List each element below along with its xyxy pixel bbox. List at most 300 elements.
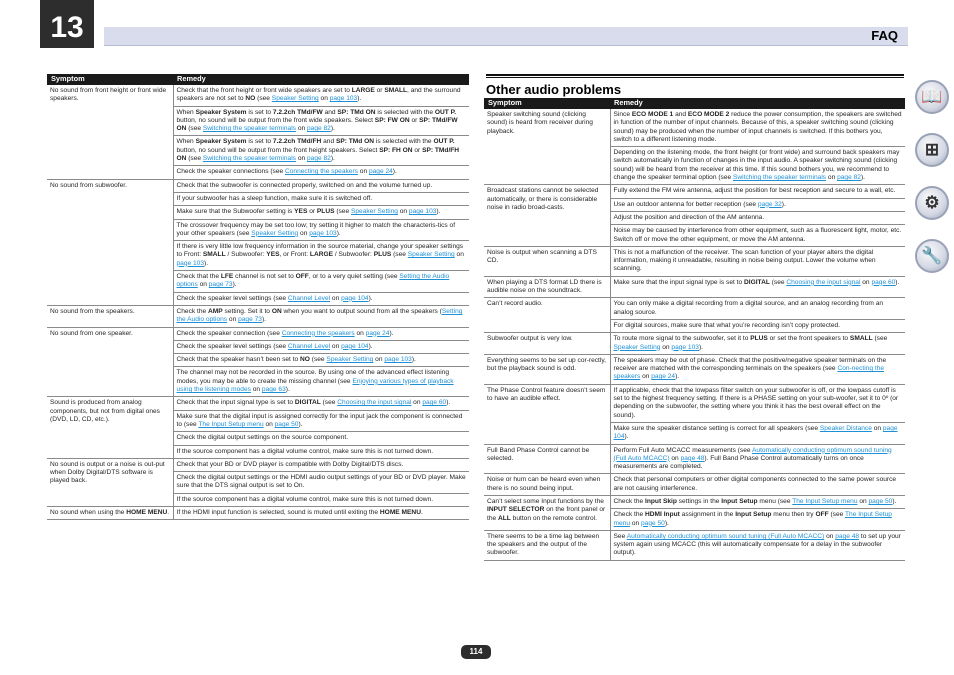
bold-term: LARGE xyxy=(309,251,333,259)
text-run: on xyxy=(318,95,330,103)
text-run: or xyxy=(412,146,423,154)
text-run: (see xyxy=(769,278,787,286)
header-bar xyxy=(104,27,908,46)
remedy-cell xyxy=(610,319,905,332)
remedy-cell xyxy=(610,225,905,247)
text-run: to set up your system again using MCACC (this will automatically compensate for a delay in the subwoofer output). xyxy=(613,532,901,557)
page-link[interactable]: page 103 xyxy=(309,229,337,237)
bold-term: YES xyxy=(266,251,280,259)
remedy-cell xyxy=(173,206,469,219)
left-faq-table xyxy=(47,74,469,520)
page-link[interactable]: Enjoying various types of playback using the listening modes xyxy=(176,377,454,394)
section-title-faq: FAQ xyxy=(871,28,898,43)
bold-term: Input Skip xyxy=(645,497,677,505)
remedy-cell xyxy=(173,458,469,471)
text-run: ). xyxy=(892,497,897,505)
page-link[interactable]: Choosing the input signal xyxy=(337,399,412,407)
remedy-cell xyxy=(173,410,469,432)
page-link[interactable]: The Input Setup menu xyxy=(198,420,264,428)
text-run: on xyxy=(250,386,262,394)
bold-term: 7.2.2ch TMd/FW xyxy=(272,108,323,116)
bold-term: INPUT SELECTOR xyxy=(487,506,545,514)
text-run: Check the speaker connection (see xyxy=(176,329,282,337)
page-link[interactable]: page 82 xyxy=(306,125,331,133)
page-link[interactable]: page 73 xyxy=(238,316,262,324)
remedy-header: Remedy xyxy=(173,74,469,85)
symptom-cell: Everything seems to be set up cor-rectly, but the playback sound is odd. xyxy=(484,354,610,384)
text-run: Check that your BD or DVD player is compatible with Dolby Digital/DTS discs. xyxy=(176,460,404,468)
text-run: ). xyxy=(232,281,237,289)
text-run: ). xyxy=(624,433,629,441)
bold-term: SMALL xyxy=(384,87,408,94)
bold-term: 7.2.2ch TMd/FH xyxy=(272,138,322,146)
text-run: Check the digital output settings on the source component. xyxy=(176,434,349,442)
bold-term: LFE xyxy=(220,273,234,281)
page-link[interactable]: page 24 xyxy=(365,329,390,337)
text-run: Check that the xyxy=(176,273,221,281)
text-run: See xyxy=(613,532,627,540)
page-link[interactable]: page 32 xyxy=(757,200,782,208)
text-run: Check the speaker level settings (see xyxy=(176,342,288,350)
text-run: setting. Set it to xyxy=(222,307,272,315)
text-run: is selected with the xyxy=(375,108,435,116)
page-link[interactable]: Automatically conducting optimum sound tuning (Full Auto MCACC) xyxy=(626,532,825,540)
text-run: ). xyxy=(895,278,900,286)
bold-term: ECO MODE 1 xyxy=(631,111,674,118)
text-run: is set to xyxy=(246,138,273,146)
bold-term: DIGITAL xyxy=(743,278,770,286)
text-run: Check that the front height or front wide speakers are set to xyxy=(176,87,352,94)
text-run: on xyxy=(660,343,672,351)
page-link[interactable]: page 104 xyxy=(613,424,898,441)
text-run: Check the speaker connections (see xyxy=(176,168,285,176)
bold-term: SP: FW ON xyxy=(374,116,410,124)
symptom-cell: No sound from subwoofer. xyxy=(47,179,173,305)
text-run: Since xyxy=(613,111,632,118)
text-run: button, no sound will be output from the front wide speakers. Select xyxy=(176,116,375,124)
bold-term: LARGE xyxy=(351,87,375,94)
text-run: , or to a very quiet setting (see xyxy=(308,273,400,281)
page-link[interactable]: Choosing the input signal xyxy=(786,278,861,286)
text-run: or xyxy=(409,116,420,124)
remedy-cell xyxy=(610,384,905,422)
text-run: Adjust the position and direction of the AM antenna. xyxy=(613,213,765,221)
table-row xyxy=(484,298,905,320)
symptom-cell: Full Band Phase Control cannot be selected. xyxy=(484,444,610,474)
remedy-cell xyxy=(610,198,905,211)
remedy-cell xyxy=(610,109,905,147)
bold-term: OFF xyxy=(295,273,309,281)
text-run: (see xyxy=(255,95,272,103)
remedy-cell xyxy=(173,241,469,271)
text-run: (see xyxy=(828,511,845,519)
bold-term: Speaker System xyxy=(195,108,247,116)
text-run: Depending on the listening mode, the front height (or front wide) and surround back speakers may switch automatically in function of changes in the input audio. A speaker switching sound (clicking sound) will be heard from the receiver at this time. If this sound bothers you, we recommend to change the speaker terminal option (see xyxy=(613,149,900,182)
text-run: ). xyxy=(285,386,290,394)
text-run: ). xyxy=(446,399,451,407)
page-link[interactable]: page 50 xyxy=(274,420,299,428)
text-run: / Subwoofer: xyxy=(225,251,267,259)
text-run: and xyxy=(321,138,336,146)
text-run: No sound when using the xyxy=(50,508,127,516)
text-run: (see xyxy=(186,125,203,133)
bold-term: Speaker System xyxy=(195,138,247,146)
symptom-header: Symptom xyxy=(484,98,610,109)
text-run: To route more signal to the subwoofer, set it to xyxy=(613,335,751,343)
text-run: / Subwoofer: xyxy=(333,251,374,259)
text-run: When xyxy=(176,108,196,116)
text-run: and xyxy=(322,108,338,116)
page-link[interactable]: Speaker Setting xyxy=(271,95,319,103)
text-run: on xyxy=(330,342,342,350)
text-run: on xyxy=(263,420,275,428)
text-run: (see xyxy=(334,208,351,216)
remedy-cell xyxy=(173,305,469,327)
page-link[interactable]: page 103 xyxy=(176,259,205,267)
bold-term: AMP xyxy=(208,307,223,315)
right-faq-table xyxy=(484,98,905,561)
page-link[interactable]: Automatically conducting optimum sound tuning (Full Auto MCACC) xyxy=(613,446,892,462)
page-link[interactable]: Setting the Audio options xyxy=(176,273,450,289)
page-link[interactable]: Channel Level xyxy=(287,342,331,350)
text-run: Check that the input signal type is set to xyxy=(176,399,295,407)
text-run: The channel may not be recorded in the source. By using one of the advanced effect listening modes, you may be able to create the missing channel (see xyxy=(176,369,450,385)
text-run: on xyxy=(640,373,652,381)
page-link[interactable]: page 82 xyxy=(306,155,331,163)
table-row xyxy=(484,276,905,298)
table-row xyxy=(47,327,469,340)
page-link[interactable]: page 60 xyxy=(871,278,896,286)
text-run: If the HDMI input function is selected, sound is muted until exiting the xyxy=(176,508,380,516)
text-run: When xyxy=(176,138,196,146)
text-run: on xyxy=(454,251,464,259)
page-link[interactable]: Speaker Distance xyxy=(819,424,872,432)
page-link[interactable]: page 48 xyxy=(680,454,705,462)
text-run: Make sure the speaker distance setting is correct for all speakers (see xyxy=(613,424,820,432)
page-link[interactable]: Speaker Setting xyxy=(326,356,374,364)
text-run: ). xyxy=(336,229,341,237)
table-row xyxy=(47,85,469,106)
text-run: on xyxy=(411,399,423,407)
remedy-cell xyxy=(610,495,905,508)
text-run: Fully extend the FM wire antenna, adjust the position for best reception and secure to a wall, etc. xyxy=(613,187,896,195)
text-run: ). xyxy=(368,294,373,302)
symptom-cell: Noise is output when scanning a DTS CD. xyxy=(484,246,610,276)
text-run: ). xyxy=(298,420,303,428)
text-run: If the source component has a digital volume control, make sure this is not turned down. xyxy=(176,495,434,503)
text-run: , and the surround speakers are not set to xyxy=(176,87,461,103)
page-link[interactable]: Connecting the speakers xyxy=(285,168,358,176)
page-number: 114 xyxy=(461,645,491,659)
text-run: ). xyxy=(330,155,335,163)
remedy-cell xyxy=(173,472,469,494)
text-run: ). xyxy=(389,329,394,337)
table-row xyxy=(484,185,905,198)
symptom-cell: When playing a DTS format LD there is audible noise on the soundtrack. xyxy=(484,276,610,298)
text-run: when you want to output sound from all the speakers ( xyxy=(281,307,442,315)
text-run: The speakers may be out of phase. Check that the positive/negative speaker terminals on the receiver are matched with the corresponding terminals on the speakers (see xyxy=(613,356,887,373)
text-run: Use an outdoor antenna for better reception (see xyxy=(613,200,758,208)
text-run: settings in the xyxy=(676,497,722,505)
text-run: Make sure that the digital input is assigned correctly for the input jack the component is connected to (see xyxy=(176,412,463,428)
text-run: on xyxy=(826,174,838,182)
bold-term: NO xyxy=(300,356,310,364)
text-run: ). xyxy=(204,259,209,267)
page-link[interactable]: The Input Setup menu xyxy=(613,511,892,527)
text-run: Check the xyxy=(613,497,646,505)
bold-term: DIGITAL xyxy=(294,399,321,407)
text-run: ). xyxy=(357,95,362,103)
table-row xyxy=(484,384,905,422)
remedy-cell xyxy=(610,333,905,355)
page-link[interactable]: Switching the speaker terminals xyxy=(202,125,296,133)
table-row xyxy=(47,458,469,471)
text-run: ). xyxy=(368,342,373,350)
page-link[interactable]: Connecting the speakers xyxy=(281,329,355,337)
text-run: If the source component has a digital volume control, make sure this is not turned down. xyxy=(176,447,434,455)
table-row xyxy=(47,506,469,519)
text-run: (see xyxy=(320,399,338,407)
page-link[interactable]: page 103 xyxy=(384,356,412,364)
text-run: on xyxy=(824,532,836,540)
text-run: Can’t select some Input functions by the xyxy=(487,497,604,505)
text-run: on xyxy=(871,424,883,432)
remedy-cell xyxy=(173,354,469,367)
section-heading-rule xyxy=(486,74,904,97)
remedy-cell xyxy=(610,422,905,444)
table-row xyxy=(484,530,905,560)
text-run: menu then try xyxy=(771,511,816,519)
text-run: This is not a malfunction of the receiver. The scan function of your player alters the digital information, making it unreadable, resulting in noise being output. Lower the volume when scanning. xyxy=(613,248,876,273)
text-run: on xyxy=(197,281,209,289)
bold-term: Input Setup xyxy=(721,497,758,505)
remedy-cell xyxy=(610,147,905,185)
page-link[interactable]: page 103 xyxy=(671,343,699,351)
text-run: on xyxy=(330,294,342,302)
bold-term: PLUS xyxy=(373,251,392,259)
text-run: (see xyxy=(309,356,327,364)
bold-term: HOME MENU xyxy=(126,508,168,516)
text-run: on xyxy=(669,454,681,462)
text-run: ). xyxy=(330,125,335,133)
bold-term: SP: TMd ON xyxy=(337,108,376,116)
text-run: Make sure that the Subwoofer setting is xyxy=(176,208,295,216)
text-run: ). xyxy=(781,200,786,208)
table-row xyxy=(484,109,905,147)
symptom-cell: Can’t record audio. xyxy=(484,298,610,333)
bold-term: ECO MODE 2 xyxy=(687,111,730,118)
remedy-cell xyxy=(610,474,905,496)
text-run: Perform Full Auto MCACC measurements (see xyxy=(613,446,753,454)
bold-term: NO xyxy=(245,95,256,103)
remedy-cell xyxy=(173,166,469,179)
bold-term: YES xyxy=(294,208,308,216)
page-link[interactable]: page 104 xyxy=(341,342,369,350)
page-link[interactable]: Switching the speaker terminals xyxy=(202,155,296,163)
page-link[interactable]: page 60 xyxy=(422,399,447,407)
page-link[interactable]: page 73 xyxy=(208,281,233,289)
remedy-cell xyxy=(173,85,469,106)
bold-term: ON xyxy=(271,307,282,315)
symptom-cell: The Phase Control feature doesn’t seem to have an audible effect. xyxy=(484,384,610,444)
text-run: on xyxy=(298,229,310,237)
text-run: The crossover frequency may be set too low; try setting it higher to match the characteris-tics of your other speakers (see xyxy=(176,221,456,237)
text-run: (see xyxy=(186,155,203,163)
text-run: on xyxy=(860,278,872,286)
text-run: button, no sound will be output from the front height speakers. Select xyxy=(176,146,380,154)
text-run: If applicable, check that the lowpass filter switch on your subwoofer is off, or the lowpass cutoff is set to the highest frequency setting. If there is a PHASE setting on your sub-woofer, set it to 0º (or depending on the subwoofer, the setting where you think it has the best overall effect on the sound). xyxy=(613,386,899,419)
bold-term: PLUS xyxy=(750,335,768,343)
page-link[interactable]: Setting the Audio options xyxy=(176,307,463,324)
symptom-cell: Sound is produced from analog components, but not from digital ones (DVD, LD, CD, etc.). xyxy=(47,397,173,458)
bold-term: SP: TMd/FW ON xyxy=(176,116,458,133)
page-link[interactable]: page 104 xyxy=(341,294,369,302)
page-link[interactable]: page 24 xyxy=(368,168,393,176)
page-link[interactable]: page 103 xyxy=(329,95,358,103)
text-run: You can only make a digital recording from a digital source, and an analog recording from an analog source. xyxy=(613,300,884,316)
text-run: on the front panel or the xyxy=(487,506,606,522)
bold-term: Input Setup xyxy=(735,511,772,519)
text-run: on xyxy=(373,356,385,364)
remedy-cell xyxy=(610,444,905,474)
text-run: ). xyxy=(436,208,441,216)
bold-term: SP: FH ON xyxy=(379,146,413,154)
symptom-cell: No sound from the speakers. xyxy=(47,305,173,327)
text-run: Check the xyxy=(176,307,209,315)
symptom-cell: No sound from one speaker. xyxy=(47,327,173,397)
table-row xyxy=(47,179,469,192)
remedy-cell xyxy=(610,530,905,560)
text-run: , or Front: xyxy=(279,251,310,259)
symptom-cell: There seems to be a time lag between the speakers and the output of the subwoofer. xyxy=(484,530,610,560)
remedy-cell xyxy=(173,106,469,136)
page-link[interactable]: Switching the speaker terminals xyxy=(733,174,827,182)
bold-term: HDMI Input xyxy=(645,511,680,519)
text-run: is set to xyxy=(246,108,273,116)
symptom-cell: Speaker switching sound (clicking sound) is heard from receiver during playback. xyxy=(484,109,610,185)
bold-term: SMALL xyxy=(849,335,873,343)
text-run: on xyxy=(295,155,307,163)
text-run: ). xyxy=(411,356,416,364)
page-link[interactable]: Channel Level xyxy=(287,294,331,302)
text-run: channel is not set to xyxy=(233,273,296,281)
bold-term: SMALL xyxy=(202,251,226,259)
page-link[interactable]: Con-necting the speakers xyxy=(613,365,884,381)
page-link[interactable]: page 63 xyxy=(261,386,286,394)
remedy-cell xyxy=(610,185,905,198)
bold-term: HOME MENU xyxy=(379,508,421,516)
remedy-cell xyxy=(173,179,469,192)
text-run: ). xyxy=(392,168,397,176)
remedy-cell xyxy=(173,219,469,241)
remedy-cell xyxy=(610,298,905,320)
page-link[interactable]: page 50 xyxy=(868,497,893,505)
text-run: If there is very little low frequency information in the source material, change your speaker settings to Front: xyxy=(176,243,464,259)
bold-term: PLUS xyxy=(316,208,335,216)
text-run: on xyxy=(397,208,409,216)
page-link[interactable]: The Input Setup menu xyxy=(792,497,858,505)
remedy-cell xyxy=(173,397,469,410)
page-link[interactable]: Speaker Setting xyxy=(613,343,661,351)
page-link[interactable]: Speaker Setting xyxy=(251,229,299,237)
text-run: reduce the power consumption, the speakers are switched in function of the number of input channels. Because of this, a speaker switching sound (clicking sound) may be produced when the number of input channels is switched. If this bothers you, switch to a different listening mode. xyxy=(613,111,902,143)
remote-icon[interactable]: ⊞ xyxy=(915,133,949,167)
text-run: on xyxy=(357,168,369,176)
page-link[interactable]: page 82 xyxy=(837,174,861,182)
text-run: or set the front speakers to xyxy=(767,335,850,343)
text-run: on xyxy=(857,497,869,505)
chapter-number: 13 xyxy=(40,0,94,48)
page-link[interactable]: Speaker Setting xyxy=(350,208,398,216)
text-run: Make sure that the input signal type is set to xyxy=(613,278,744,286)
gear-icon[interactable]: ⚙ xyxy=(915,186,949,220)
remedy-cell xyxy=(173,340,469,353)
remedy-cell xyxy=(173,192,469,205)
text-run: or xyxy=(307,208,317,216)
text-run: menu (see xyxy=(757,497,793,505)
symptom-cell: Subwoofer output is very low. xyxy=(484,333,610,355)
bold-term: SP: TMd/FH ON xyxy=(176,146,460,163)
text-run: Check the digital output settings or the HDMI audio output settings of your BD or DVD player. Make sure that the DTS signal output is set to On. xyxy=(176,474,466,490)
text-run: or xyxy=(374,87,385,94)
page-link[interactable]: Speaker Setting xyxy=(407,251,455,259)
text-run: assignment in the xyxy=(679,511,736,519)
table-row xyxy=(484,495,905,508)
bold-term: OFF xyxy=(815,511,829,519)
remedy-cell xyxy=(173,367,469,397)
tools-icon[interactable]: 🔧 xyxy=(915,239,949,273)
table-row xyxy=(484,333,905,355)
table-row xyxy=(484,444,905,474)
remedy-cell xyxy=(173,292,469,305)
text-run: (see xyxy=(391,251,408,259)
remedy-cell xyxy=(173,506,469,519)
text-run: is selected with the xyxy=(374,138,434,146)
text-run: For digital sources, make sure that what you’re recording isn’t copy protected. xyxy=(613,321,840,329)
table-row xyxy=(484,246,905,276)
text-run: ). xyxy=(261,316,266,324)
text-run: on xyxy=(227,316,239,324)
remedy-cell xyxy=(610,276,905,298)
text-run: on xyxy=(295,125,307,133)
text-run: on xyxy=(630,519,641,527)
text-run: . xyxy=(167,508,170,516)
bold-term: OUT P. xyxy=(434,108,457,116)
text-run: (see xyxy=(872,335,888,343)
symptom-header: Symptom xyxy=(47,74,173,85)
symptom-cell: Noise or hum can be heard even when there is no sound being input. xyxy=(484,474,610,496)
text-run: ). xyxy=(698,343,703,351)
remedy-cell xyxy=(173,271,469,293)
text-run: and xyxy=(673,111,688,118)
text-run: ). xyxy=(860,174,865,182)
text-run: Check that the subwoofer is connected properly, switched on and the volume turned up. xyxy=(176,181,433,189)
table-row xyxy=(484,474,905,496)
table-row xyxy=(47,397,469,410)
page-link[interactable]: page 103 xyxy=(408,208,437,216)
remedy-cell xyxy=(610,246,905,276)
symptom-cell: No sound from front height or front wide speakers. xyxy=(47,85,173,179)
page-link[interactable]: page 24 xyxy=(651,373,676,381)
symptom-cell xyxy=(484,495,610,530)
book-icon[interactable]: 📖 xyxy=(915,80,949,114)
text-run: . xyxy=(420,508,423,516)
text-run: Check the speaker level settings (see xyxy=(176,294,288,302)
remedy-cell xyxy=(173,327,469,340)
page-link[interactable]: page 48 xyxy=(835,532,860,540)
remedy-cell xyxy=(173,493,469,506)
page-link[interactable]: page 50 xyxy=(641,519,665,527)
